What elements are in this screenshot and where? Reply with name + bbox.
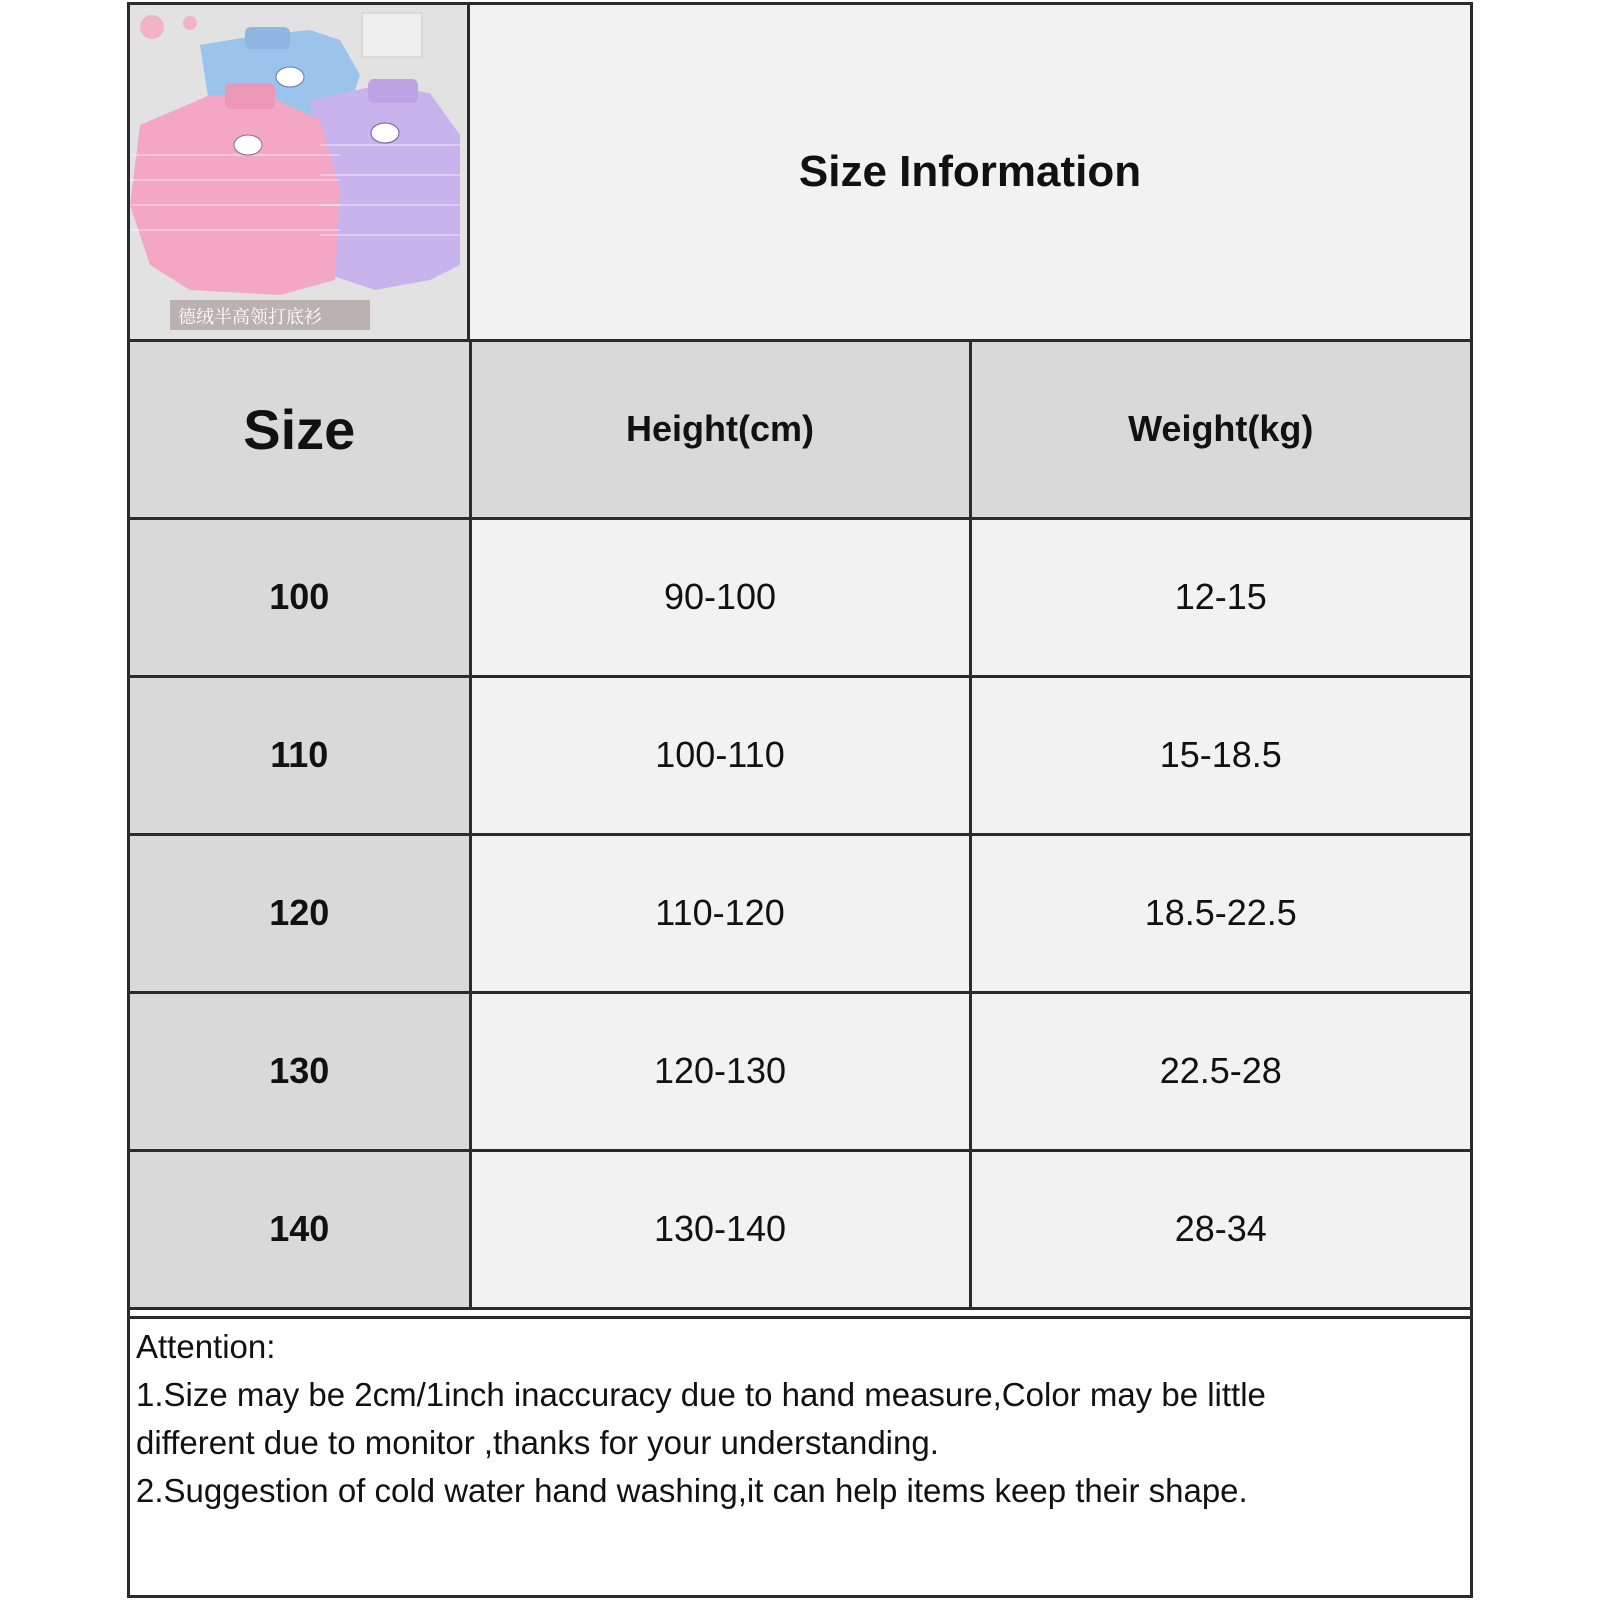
weight-cell: 22.5-28	[970, 992, 1470, 1150]
height-cell: 100-110	[470, 676, 970, 834]
table-row	[130, 518, 1470, 676]
height-cell: 120-130	[470, 992, 970, 1150]
height-cell: 130-140	[470, 1150, 970, 1308]
table-header-row	[130, 342, 1470, 518]
page-title: Size Information	[798, 147, 1142, 196]
notes-line-3: 2.Suggestion of cold water hand washing,it can help items keep their shape.	[136, 1472, 1248, 1509]
size-cell: 120	[130, 834, 470, 992]
height-cell: 110-120	[470, 834, 970, 992]
table-row	[130, 1150, 1470, 1308]
column-header-weight: Weight(kg)	[970, 342, 1470, 518]
sweaters-illustration	[130, 5, 467, 339]
notes-heading: Attention:	[136, 1328, 276, 1365]
size-cell: 130	[130, 992, 470, 1150]
size-cell: 110	[130, 676, 470, 834]
size-cell: 100	[130, 518, 470, 676]
notes-line-1: 1.Size may be 2cm/1inch inaccuracy due to hand measure,Color may be little	[136, 1376, 1266, 1413]
title-cell	[470, 5, 1470, 342]
table-row	[130, 992, 1470, 1150]
weight-cell: 18.5-22.5	[970, 834, 1470, 992]
column-header-size: Size	[130, 342, 470, 518]
weight-cell: 28-34	[970, 1150, 1470, 1308]
table-row	[130, 676, 1470, 834]
size-cell: 140	[130, 1150, 470, 1308]
notes-line-2: different due to monitor ,thanks for your understanding.	[136, 1424, 939, 1461]
weight-cell: 15-18.5	[970, 676, 1470, 834]
column-header-height: Height(cm)	[470, 342, 970, 518]
size-table	[130, 342, 1470, 1310]
size-chart	[127, 2, 1473, 1598]
product-photo	[130, 5, 470, 342]
table-row	[130, 834, 1470, 992]
weight-cell: 12-15	[970, 518, 1470, 676]
photo-caption: 德绒半高领打底衫	[178, 307, 322, 328]
height-cell: 90-100	[470, 518, 970, 676]
attention-notes	[130, 1316, 1470, 1595]
